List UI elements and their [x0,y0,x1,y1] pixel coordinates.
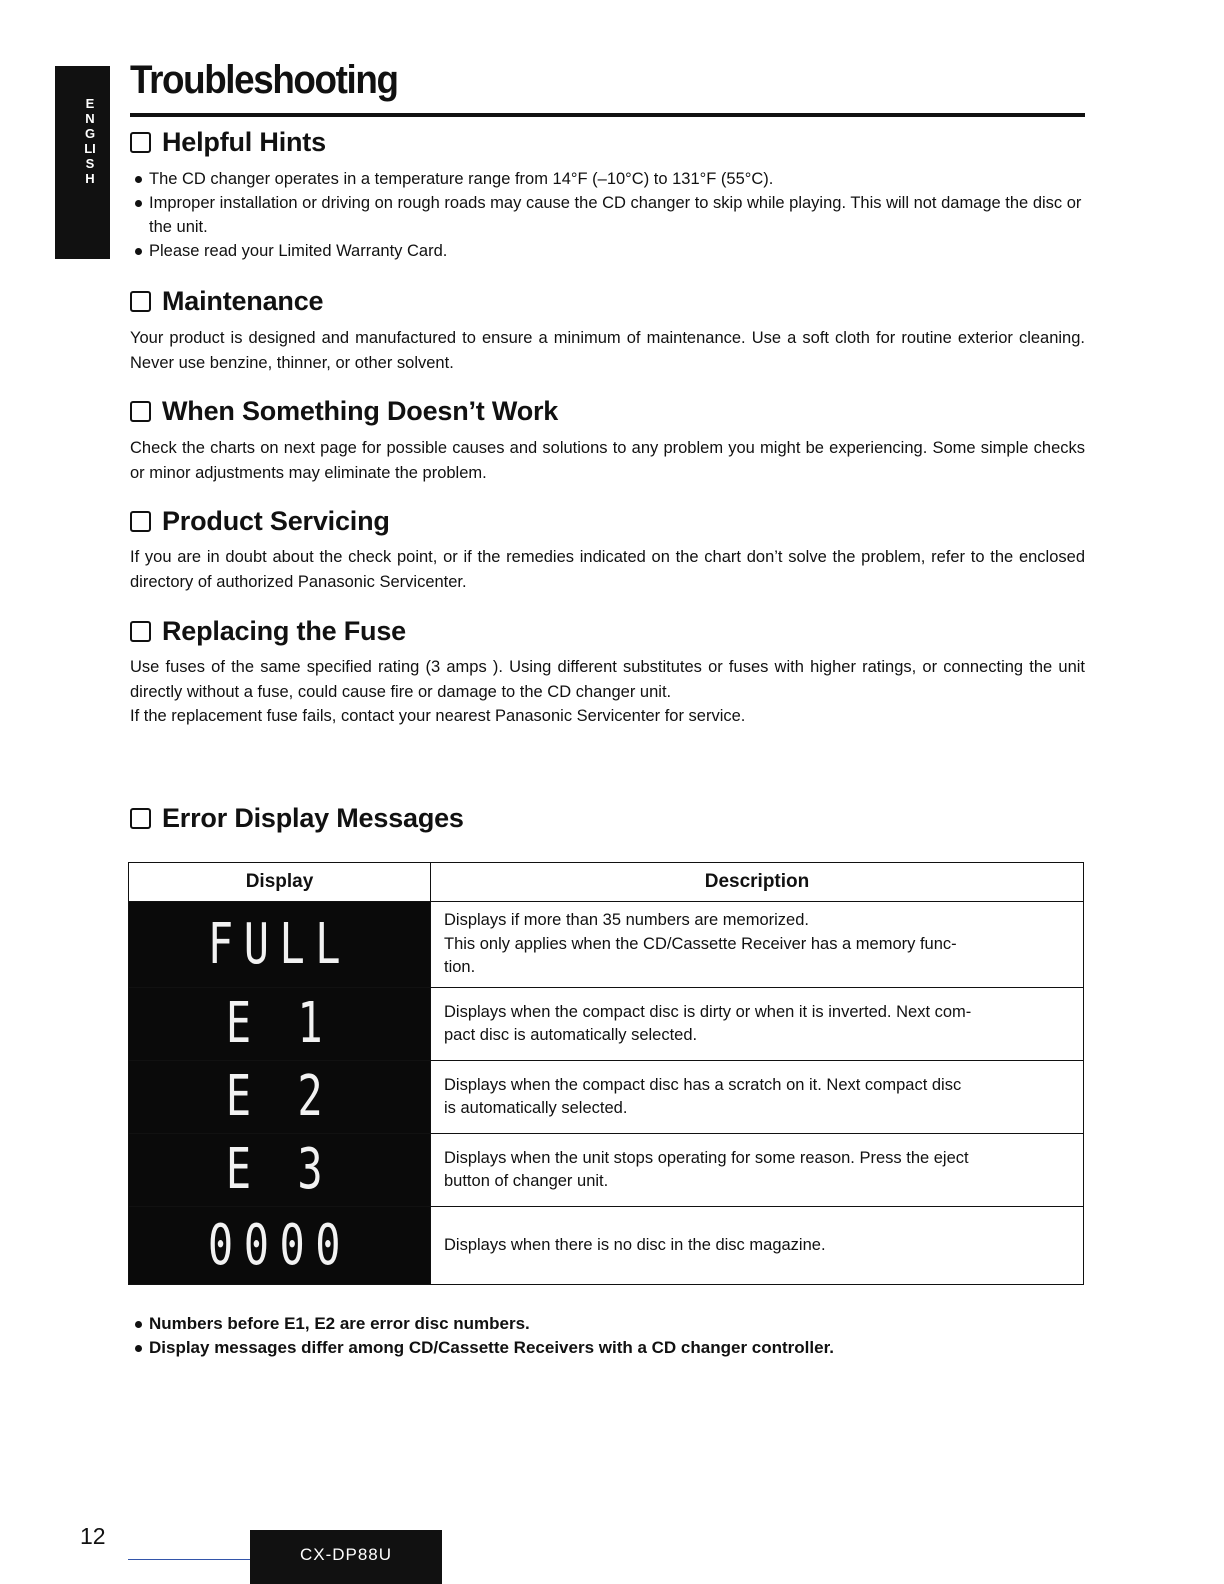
product-servicing-body: If you are in doubt about the check point, or if the remedies indicated on the chart don’t solve the problem, refer to the enclosed directory of authorized Panasonic Servicenter. [130,548,1085,591]
table-row [129,1207,1084,1285]
table-row [129,1134,1084,1207]
description-cell [431,902,1084,988]
footer-rule [128,1559,268,1560]
segment-display-text: E 1 [225,991,334,1056]
maintenance-heading-text: Maintenance [162,286,324,316]
description-cell [431,1207,1084,1285]
description-cell [431,1061,1084,1134]
checkbox-square-icon [130,511,151,532]
list-item: Numbers before E1, E2 are error disc numbers. [134,1312,1084,1336]
helpful-hints-list [134,167,1084,263]
replacing-fuse-body-2: If the replacement fuse fails, contact your nearest Panasonic Servicenter for service. [130,707,746,725]
segment-display-text: 0000 [207,1212,352,1278]
table-row [129,902,1084,988]
column-header-description: Description [431,863,1084,902]
error-messages-heading-text: Error Display Messages [162,803,464,833]
segment-display-text: E 2 [225,1064,334,1129]
list-item: Please read your Limited Warranty Card. [134,239,1084,263]
checkbox-square-icon [130,621,151,642]
column-header-display: Display [129,863,431,902]
display-cell [129,1134,431,1207]
display-cell [129,988,431,1061]
segment-display-text: FULL [207,911,352,977]
replacing-fuse-heading [130,616,406,647]
replacing-fuse-heading-text: Replacing the Fuse [162,616,406,646]
display-cell [129,1061,431,1134]
description-cell [431,988,1084,1061]
maintenance-body: Your product is designed and manufactured to ensure a minimum of maintenance. Use a soft cloth for routine exterior cleaning. Never use benzine, thinner, or other solvent. [130,329,1085,372]
checkbox-square-icon [130,808,151,829]
title-rule [130,113,1085,117]
error-messages-table [128,862,1084,1285]
checkbox-square-icon [130,291,151,312]
model-number: CX-DP88U [299,1545,393,1564]
checkbox-square-icon [130,132,151,153]
display-cell [129,902,431,988]
product-servicing-heading-text: Product Servicing [162,506,390,536]
table-row [129,988,1084,1061]
when-something-heading [130,396,558,427]
table-row [129,1061,1084,1134]
list-item: Improper installation or driving on rough roads may cause the CD changer to skip while playing. This will not damage the disc or the unit. [134,191,1084,239]
checkbox-square-icon [130,401,151,422]
maintenance-heading [130,286,323,317]
error-messages-heading [130,803,464,834]
page-number: 12 [80,1523,106,1549]
helpful-hints-heading-text: Helpful Hints [162,127,326,157]
description-text: Displays when there is no disc in the disc magazine. [444,1235,826,1254]
table-header-row [129,863,1084,902]
description-text: Displays if more than 35 numbers are memorized. This only applies when the CD/Cassette Receiver has a memory func- tion. [444,911,957,977]
language-tab [55,66,110,259]
when-something-body: Check the charts on next page for possible causes and solutions to any problem you might be experiencing. Some simple checks or minor adjustments may eliminate the problem. [130,439,1085,482]
when-something-heading-text: When Something Doesn’t Work [162,396,559,426]
list-item: The CD changer operates in a temperature range from 14°F (–10°C) to 131°F (55°C). [134,167,1084,191]
list-item: Display messages differ among CD/Cassette Receivers with a CD changer controller. [134,1336,1084,1360]
error-notes-list [134,1312,1084,1360]
language-tab-label: ENGLISH [84,96,96,186]
description-text: Displays when the compact disc is dirty or when it is inverted. Next com- pact disc is automatically selected. [444,1002,972,1044]
product-servicing-heading [130,506,390,537]
description-text: Displays when the unit stops operating for some reason. Press the eject button of changer unit. [444,1148,969,1190]
model-badge [250,1530,442,1584]
display-cell [129,1207,431,1285]
replacing-fuse-body: Use fuses of the same specified rating (3 amps ). Using different substitutes or fuses with higher ratings, or connecting the unit directly without a fuse, could cause fire or damage to the CD changer unit. [130,658,1085,701]
helpful-hints-heading [130,127,326,158]
description-cell [431,1134,1084,1207]
segment-display-text: E 3 [225,1137,334,1202]
page-title: Troubleshooting [130,58,398,102]
description-text: Displays when the compact disc has a scratch on it. Next compact disc is automatically selected. [444,1075,962,1117]
